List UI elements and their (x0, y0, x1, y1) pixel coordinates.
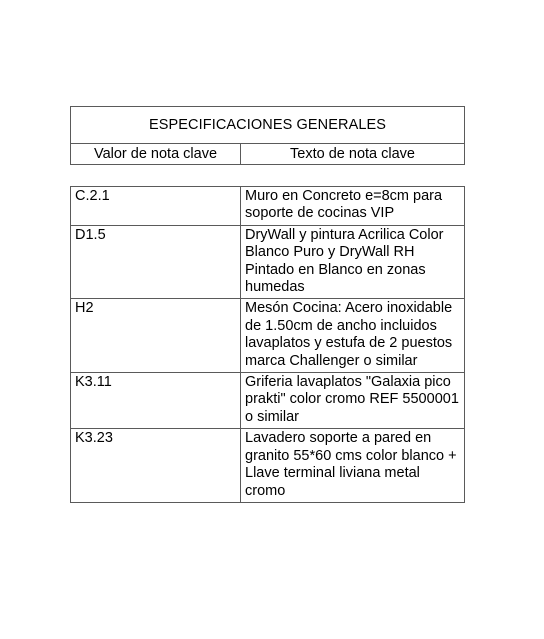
key-cell: K3.23 (71, 429, 241, 503)
table-row (71, 187, 465, 226)
column-header-text: Texto de nota clave (241, 144, 465, 165)
text-cell: DryWall y pintura Acrilica Color Blanco Puro y DryWall RH Pintado en Blanco en zonas humedas (241, 225, 465, 299)
table-row (71, 373, 465, 429)
key-cell: C.2.1 (71, 187, 241, 226)
table-row (71, 299, 465, 373)
table-row (71, 429, 465, 503)
key-cell: K3.11 (71, 373, 241, 429)
key-cell: D1.5 (71, 225, 241, 299)
table-row (71, 225, 465, 299)
key-cell: H2 (71, 299, 241, 373)
text-cell: Mesón Cocina: Acero inoxidable de 1.50cm de ancho incluidos lavaplatos y estufa de 2 puestos marca Challenger o similar (241, 299, 465, 373)
column-header-row (71, 144, 465, 165)
text-cell: Muro en Concreto e=8cm para soporte de cocinas VIP (241, 187, 465, 226)
schedule-body-table (70, 186, 465, 503)
column-header-key: Valor de nota clave (71, 144, 241, 165)
text-cell: Lavadero soporte a pared en granito 55*60 cms color blanco + Llave terminal liviana metal cromo (241, 429, 465, 503)
schedule-header-table (70, 106, 465, 165)
schedule-title: ESPECIFICACIONES GENERALES (71, 107, 465, 144)
text-cell: Griferia lavaplatos "Galaxia pico prakti" color cromo REF 5500001 o similar (241, 373, 465, 429)
schedule-title-row (71, 107, 465, 144)
